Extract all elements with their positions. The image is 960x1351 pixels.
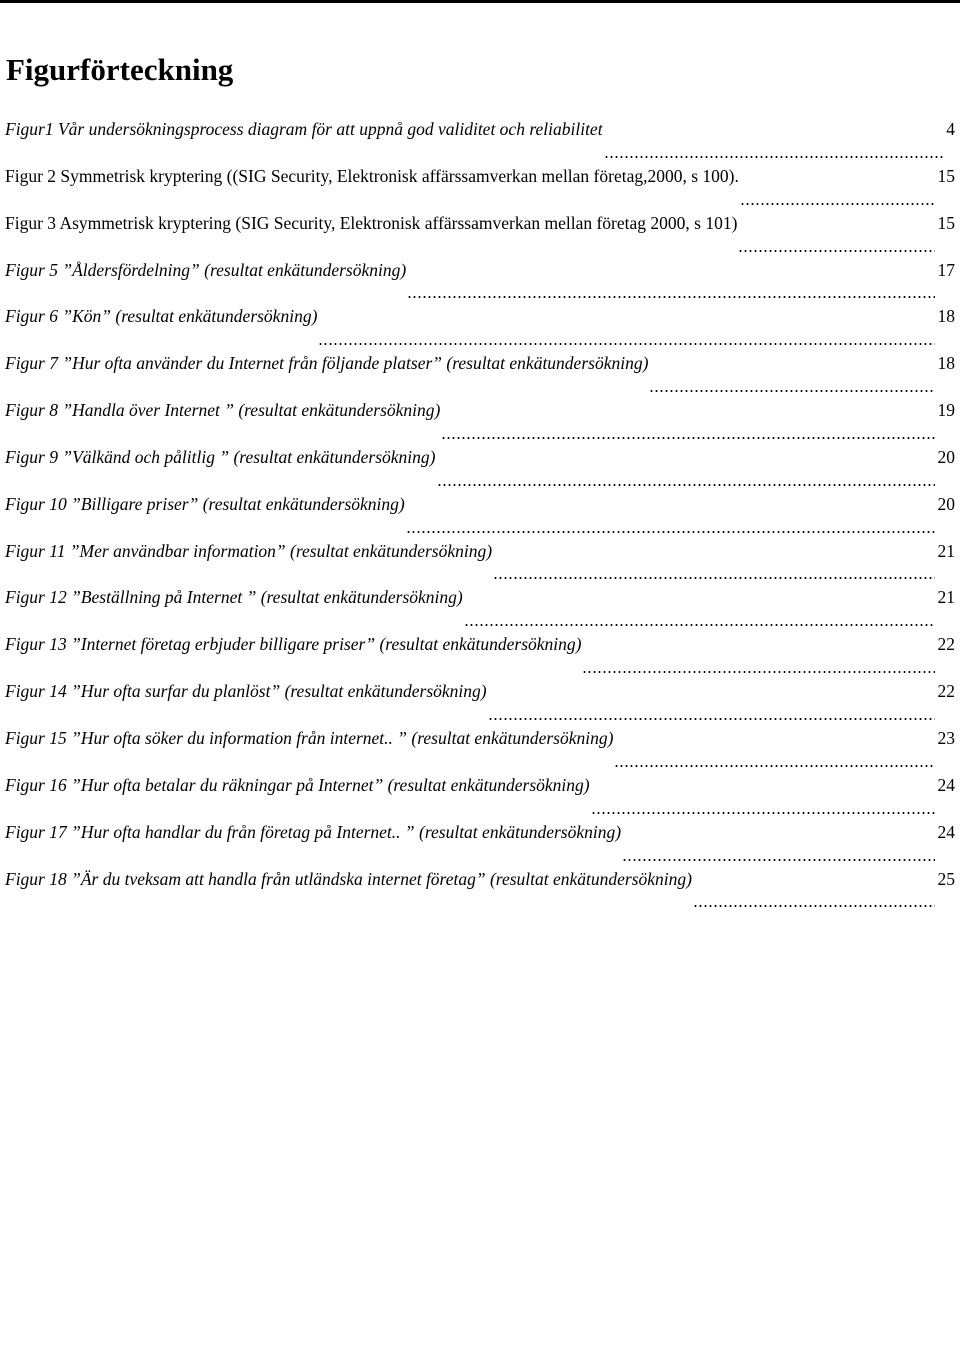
dot-leader — [614, 764, 934, 768]
toc-entry[interactable] — [5, 867, 955, 914]
toc-entry[interactable] — [5, 726, 955, 773]
toc-entry[interactable] — [5, 445, 955, 492]
dot-leader — [740, 202, 935, 206]
toc-entry[interactable] — [5, 258, 955, 305]
toc-entry-page: 15 — [937, 212, 955, 233]
dot-leader — [464, 623, 935, 627]
toc-entry-label: Figur 17 ”Hur ofta handlar du från företag på Internet.. ” (resultat enkätundersökning) — [5, 821, 622, 842]
toc-entry-label: Figur 7 ”Hur ofta använder du Internet från följande platser” (resultat enkätundersökning) — [5, 353, 649, 374]
dot-leader — [582, 670, 934, 674]
toc-entry[interactable] — [5, 398, 955, 445]
toc-entry-page: 20 — [937, 493, 955, 514]
dot-leader — [318, 342, 934, 346]
dot-leader — [437, 483, 935, 487]
toc-entry[interactable] — [5, 820, 955, 867]
toc-entry-label: Figur 13 ”Internet företag erbjuder billigare priser” (resultat enkätundersökning) — [5, 634, 582, 655]
dot-leader — [441, 436, 934, 440]
toc-entry[interactable] — [5, 539, 955, 586]
dot-leader — [488, 717, 935, 721]
toc-entry[interactable] — [5, 117, 955, 164]
toc-entry-label: Figur 5 ”Åldersfördelning” (resultat enkätundersökning) — [5, 259, 407, 280]
toc-entry-page: 4 — [946, 119, 955, 139]
toc-entry-page: 23 — [937, 727, 955, 748]
toc-entry-label: Figur 16 ”Hur ofta betalar du räkningar på Internet” (resultat enkätundersökning) — [5, 774, 590, 795]
toc-entry[interactable] — [5, 492, 955, 539]
toc-entry-label: Figur1 Vår undersökningsprocess diagram för att uppnå god validitet och reliabilitet — [5, 119, 603, 139]
toc-entry[interactable] — [5, 351, 955, 398]
toc-entry-page: 25 — [937, 868, 955, 889]
toc-entry-page: 18 — [937, 353, 955, 374]
toc-entry-page: 24 — [937, 821, 955, 842]
toc-entry-label: Figur 9 ”Välkänd och pålitlig ” (resultat enkätundersökning) — [5, 446, 436, 467]
toc-entry-label: Figur 15 ”Hur ofta söker du information från internet.. ” (resultat enkätundersökning) — [5, 727, 614, 748]
toc-entry-label: Figur 2 Symmetrisk kryptering ((SIG Security, Elektronisk affärssamverkan mellan företag,2000, s 100). — [5, 165, 739, 186]
toc-entry-page: 19 — [937, 400, 955, 421]
toc-entry-label: Figur 14 ”Hur ofta surfar du planlöst” (resultat enkätundersökning) — [5, 681, 487, 702]
toc-entry-page: 24 — [937, 774, 955, 795]
toc-entry-label: Figur 3 Asymmetrisk kryptering (SIG Security, Elektronisk affärssamverkan mellan företag 2000, s 101) — [5, 212, 738, 233]
figure-list — [5, 117, 955, 913]
toc-entry-label: Figur 6 ”Kön” (resultat enkätundersökning) — [5, 306, 318, 327]
toc-entry[interactable] — [5, 632, 955, 679]
dot-leader — [407, 295, 934, 299]
page-title: Figurförteckning — [6, 52, 234, 87]
toc-entry[interactable] — [5, 211, 955, 258]
toc-entry[interactable] — [5, 773, 955, 820]
toc-entry[interactable] — [5, 679, 955, 726]
toc-entry[interactable] — [5, 585, 955, 632]
dot-leader — [493, 576, 934, 580]
toc-entry-label: Figur 18 ”Är du tveksam att handla från utländska internet företag” (resultat enkätundersökning) — [5, 868, 692, 889]
toc-entry-page: 18 — [937, 306, 955, 327]
toc-entry-label: Figur 12 ”Beställning på Internet ” (resultat enkätundersökning) — [5, 587, 463, 608]
dot-leader — [591, 811, 935, 815]
dot-leader — [604, 155, 944, 159]
toc-entry-label: Figur 10 ”Billigare priser” (resultat enkätundersökning) — [5, 493, 405, 514]
toc-entry-page: 22 — [937, 681, 955, 702]
dot-leader — [649, 389, 934, 393]
toc-entry-page: 17 — [937, 259, 955, 280]
toc-entry-label: Figur 8 ”Handla över Internet ” (resultat enkätundersökning) — [5, 400, 441, 421]
top-rule — [0, 0, 960, 3]
toc-entry[interactable] — [5, 164, 955, 211]
dot-leader — [738, 249, 934, 253]
toc-entry-page: 15 — [937, 165, 955, 186]
toc-entry-page: 22 — [937, 634, 955, 655]
toc-entry-label: Figur 11 ”Mer användbar information” (resultat enkätundersökning) — [5, 540, 493, 561]
toc-entry-page: 21 — [937, 587, 955, 608]
toc-entry-page: 21 — [937, 540, 955, 561]
toc-entry[interactable] — [5, 304, 955, 351]
dot-leader — [622, 858, 934, 862]
toc-entry-page: 20 — [937, 446, 955, 467]
dot-leader — [693, 904, 935, 908]
dot-leader — [406, 530, 935, 534]
